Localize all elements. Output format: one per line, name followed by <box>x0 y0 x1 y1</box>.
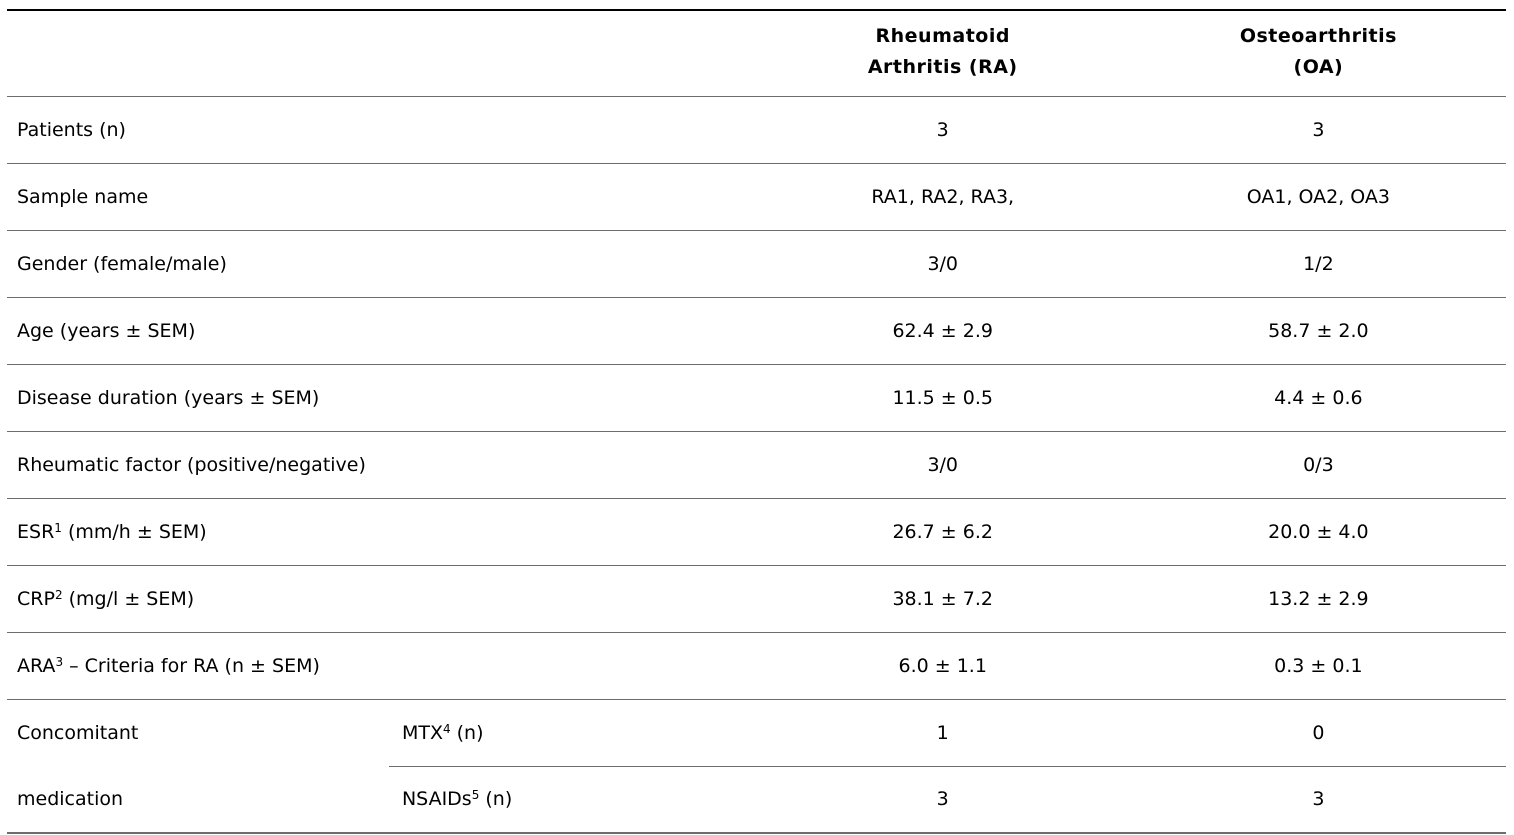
row-label-text: CRP <box>17 587 55 610</box>
medication-item-text: MTX <box>401 721 443 744</box>
footnote-marker: 1 <box>54 520 62 535</box>
oa-value: 0/3 <box>1303 453 1334 476</box>
oa-value: 1/2 <box>1303 252 1334 275</box>
header-ra <box>755 9 1131 96</box>
oa-value: 20.0 ± 4.0 <box>1268 520 1369 543</box>
oa-value: 58.7 ± 2.0 <box>1268 319 1369 342</box>
row-label-text: ARA <box>17 654 56 677</box>
ra-value: RA1, RA2, RA3, <box>871 185 1015 208</box>
oa-value: OA1, OA2, OA3 <box>1246 185 1391 208</box>
row-label: Gender (female/male) <box>17 252 227 275</box>
oa-value: 4.4 ± 0.6 <box>1274 386 1363 409</box>
table-row-gender <box>7 230 1506 297</box>
row-label: Patients (n) <box>17 118 126 141</box>
medication-item-text: NSAIDs <box>401 788 472 811</box>
ra-value: 3/0 <box>927 453 959 476</box>
table-row-esr <box>7 498 1506 565</box>
header-oa-line2: (OA) <box>1293 56 1344 79</box>
medication-group-label-line2: medication <box>17 788 124 810</box>
table-row-disease-duration <box>7 364 1506 431</box>
patient-characteristics-table <box>7 9 1506 834</box>
header-empty-cell <box>389 9 755 96</box>
oa-value: 3 <box>1312 118 1325 141</box>
oa-value: 3 <box>1312 788 1325 811</box>
medication-group-label-line1: Concomitant <box>17 721 139 744</box>
table-header-row <box>7 9 1506 96</box>
header-ra-line2: Arthritis (RA) <box>867 56 1018 79</box>
row-label: Rheumatic factor (positive/negative) <box>17 453 366 476</box>
ra-value: 38.1 ± 7.2 <box>892 587 993 610</box>
header-oa <box>1131 9 1506 96</box>
ra-value: 26.7 ± 6.2 <box>892 520 993 543</box>
ra-value: 3 <box>936 118 949 141</box>
footnote-marker: 2 <box>54 587 63 602</box>
ra-value: 6.0 ± 1.1 <box>898 654 987 677</box>
header-oa-line1: Osteoarthritis <box>1239 25 1397 48</box>
header-ra-line1: Rheumatoid <box>875 25 1010 48</box>
row-label-text: ESR <box>17 520 55 543</box>
oa-value: 13.2 ± 2.9 <box>1268 587 1369 610</box>
row-label-text: (mm/h ± SEM) <box>61 520 207 543</box>
footnote-marker: 4 <box>442 721 451 736</box>
table-row-crp <box>7 565 1506 632</box>
footnote-marker: 5 <box>471 788 480 803</box>
table-row-medication-nsaids <box>7 766 1506 833</box>
row-label: Age (years ± SEM) <box>17 319 196 342</box>
table-row-ara-criteria <box>7 632 1506 699</box>
row-label-text: – Criteria for RA (n ± SEM) <box>63 654 320 677</box>
medication-item-label <box>389 699 755 766</box>
ra-value: 1 <box>755 699 1131 766</box>
oa-value: 0.3 ± 0.1 <box>1274 654 1363 677</box>
row-label-text: (mg/l ± SEM) <box>62 587 195 610</box>
table-row-patients <box>7 96 1506 163</box>
medication-item-label <box>389 766 755 833</box>
ra-value: 62.4 ± 2.9 <box>892 319 993 342</box>
oa-value: 0 <box>1131 699 1506 766</box>
ra-value: 3 <box>936 788 949 811</box>
ra-value: 11.5 ± 0.5 <box>892 386 993 409</box>
table-row-sample-name <box>7 163 1506 230</box>
medication-item-text: (n) <box>479 788 513 811</box>
footnote-marker: 3 <box>55 654 64 669</box>
table-row-age <box>7 297 1506 364</box>
ra-value: 3/0 <box>927 252 959 275</box>
row-label <box>7 632 755 699</box>
row-label <box>7 565 755 632</box>
table-row-rheumatic-factor <box>7 431 1506 498</box>
row-label <box>7 498 755 565</box>
table-row-medication-mtx <box>7 699 1506 766</box>
row-label: Disease duration (years ± SEM) <box>17 386 320 409</box>
row-label: Sample name <box>17 185 149 208</box>
header-empty-cell <box>7 9 389 96</box>
medication-item-text: (n) <box>450 721 484 744</box>
